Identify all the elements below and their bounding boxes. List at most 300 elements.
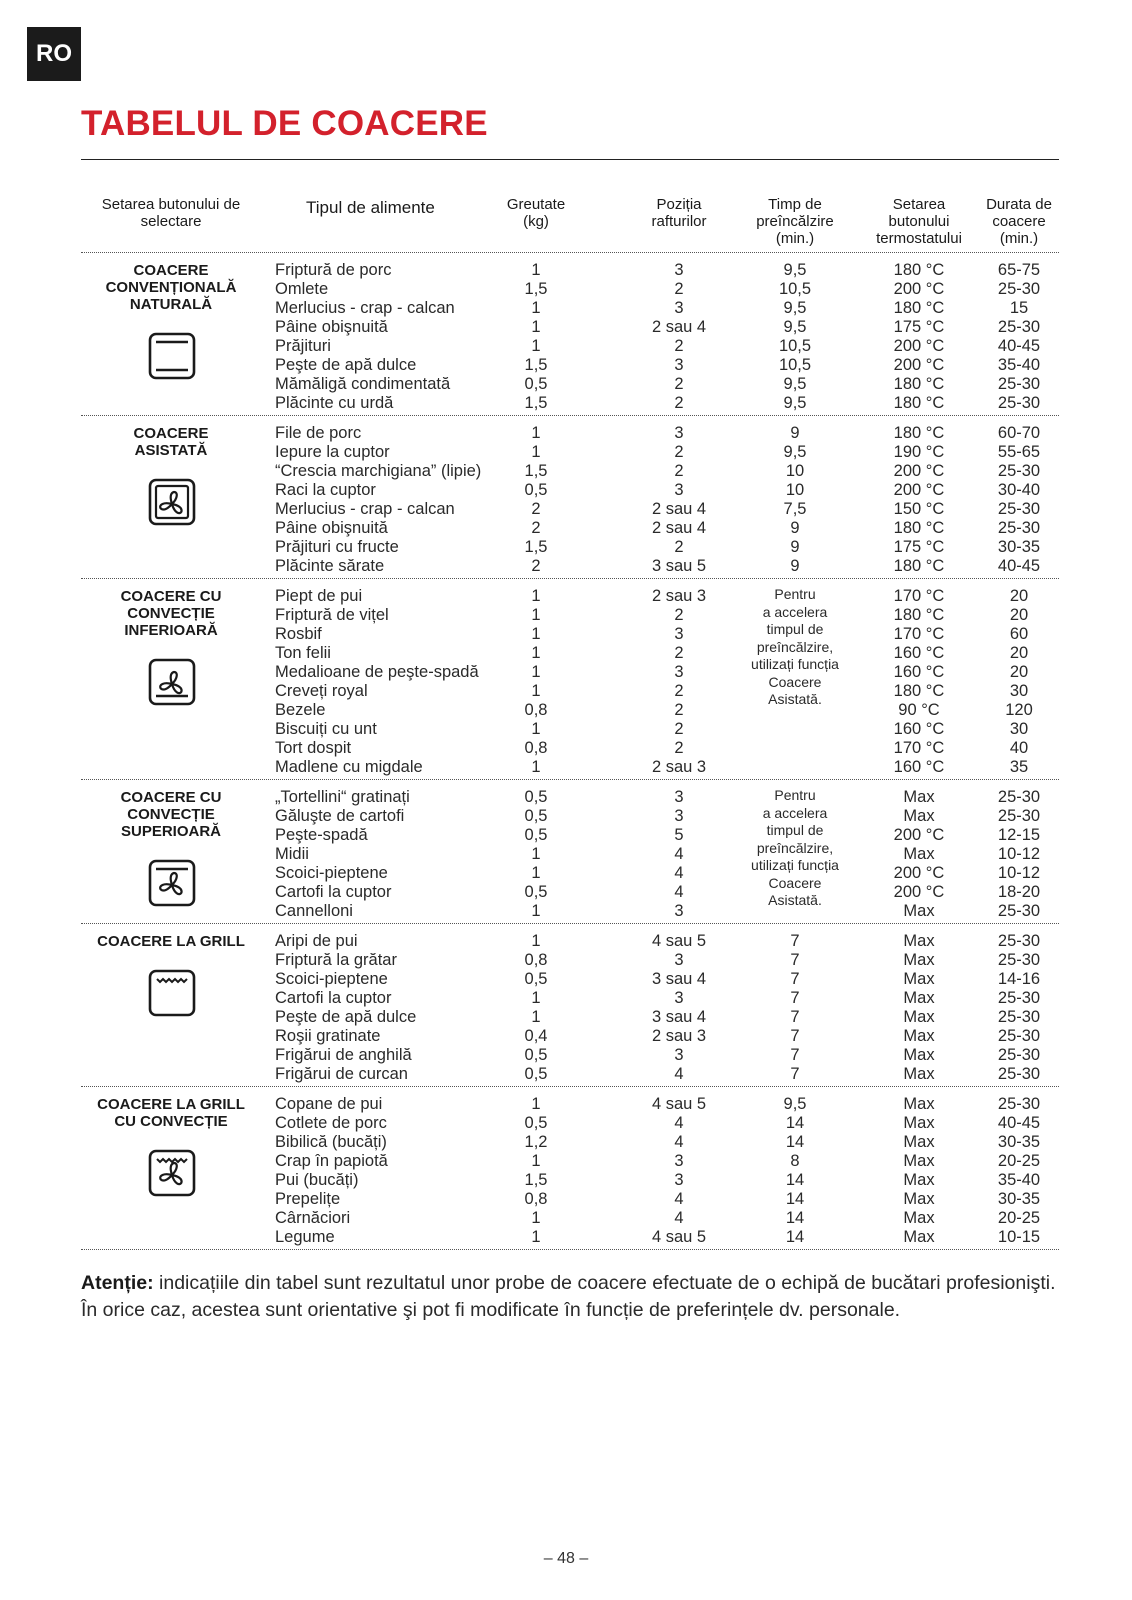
preheat-cell: 9,5 [783, 261, 807, 279]
preheat-cell: 7 [790, 1027, 800, 1045]
table-row [81, 394, 1059, 413]
shelf-cell: 2 [674, 462, 684, 480]
weight-cell: 0,5 [524, 883, 548, 901]
weight-cell: 1 [531, 663, 541, 681]
shelf-cell: 4 sau 5 [651, 932, 707, 950]
preheat-cell: 10,5 [778, 280, 812, 298]
weight-cell: 1 [531, 902, 541, 920]
duration-cell: 15 [1009, 299, 1029, 317]
weight-cell: 0,8 [524, 951, 548, 969]
duration-cell: 10-15 [997, 1228, 1041, 1246]
preheat-cell: 10 [785, 462, 805, 480]
preheat-cell: 7 [790, 932, 800, 950]
preheat-note: Pentru a accelera timpul de preîncălzire, utilizați funcția Coacere Asistată. [751, 586, 839, 707]
shelf-cell: 3 [674, 261, 684, 279]
preheat-cell: 9 [790, 538, 800, 556]
preheat-cell: 9,5 [783, 394, 807, 412]
duration-cell: 65-75 [997, 261, 1041, 279]
shelf-cell: 4 [674, 1190, 684, 1208]
shelf-cell: 2 sau 4 [651, 318, 707, 336]
food-cell: Prepelițe [275, 1190, 341, 1208]
weight-cell: 1 [531, 758, 541, 776]
shelf-cell: 2 [674, 720, 684, 738]
table-row [81, 883, 1059, 902]
table-row [81, 826, 1059, 845]
thermostat-cell: Max [903, 1152, 935, 1170]
table-row [81, 538, 1059, 557]
weight-cell: 0,5 [524, 788, 548, 806]
shelf-cell: 2 sau 4 [651, 500, 707, 518]
table-row [81, 261, 1059, 280]
duration-cell: 12-15 [997, 826, 1041, 844]
table-row [81, 864, 1059, 883]
shelf-cell: 3 [674, 1171, 684, 1189]
weight-cell: 0,5 [524, 826, 548, 844]
table-row [81, 1171, 1059, 1190]
table-row [81, 1209, 1059, 1228]
preheat-cell: 7 [790, 970, 800, 988]
preheat-cell: 9,5 [783, 375, 807, 393]
weight-cell: 1 [531, 318, 541, 336]
thermostat-cell: Max [903, 1114, 935, 1132]
food-cell: Peşte de apă dulce [275, 356, 417, 374]
weight-cell: 1 [531, 720, 541, 738]
food-cell: Cannelloni [275, 902, 353, 920]
table-row [81, 587, 1059, 606]
thermostat-cell: Max [903, 902, 935, 920]
table-row [81, 557, 1059, 576]
title-divider [81, 159, 1059, 160]
weight-cell: 1 [531, 1008, 541, 1026]
food-cell: Friptură la grătar [275, 951, 397, 969]
shelf-cell: 2 sau 3 [651, 1027, 707, 1045]
table-row [81, 788, 1059, 807]
food-cell: Pui (bucăți) [275, 1171, 359, 1189]
thermostat-cell: Max [903, 1171, 935, 1189]
section-1 [81, 416, 1059, 579]
food-cell: Peşte de apă dulce [275, 1008, 417, 1026]
section-label: COACERE ASISTATĂ [133, 425, 209, 459]
table-row [81, 1008, 1059, 1027]
thermostat-cell: Max [903, 807, 935, 825]
duration-cell: 25-30 [997, 394, 1041, 412]
header-setting: Setarea butonului de selectare [101, 196, 241, 230]
thermostat-cell: 200 °C [893, 826, 945, 844]
food-cell: Prăjituri cu fructe [275, 538, 399, 556]
food-cell: Friptură de porc [275, 261, 392, 279]
food-cell: Medalioane de peşte-spadă [275, 663, 479, 681]
preheat-cell: 7 [790, 951, 800, 969]
table-row [81, 1065, 1059, 1084]
duration-cell: 25-30 [997, 989, 1041, 1007]
weight-cell: 1 [531, 625, 541, 643]
thermostat-cell: 200 °C [893, 337, 945, 355]
food-cell: Bibilică (bucăți) [275, 1133, 387, 1151]
shelf-cell: 3 sau 4 [651, 1008, 707, 1026]
thermostat-cell: Max [903, 970, 935, 988]
duration-cell: 10-12 [997, 864, 1041, 882]
preheat-cell: 10,5 [778, 337, 812, 355]
food-cell: Merlucius - crap - calcan [275, 500, 455, 518]
food-cell: “Crescia marchigiana” (lipie) [275, 462, 482, 480]
food-cell: Cartofi la cuptor [275, 883, 392, 901]
table-row [81, 1152, 1059, 1171]
language-badge: RO [27, 27, 81, 81]
table-row [81, 663, 1059, 682]
weight-cell: 0,5 [524, 970, 548, 988]
shelf-cell: 4 [674, 883, 684, 901]
food-cell: File de porc [275, 424, 362, 442]
table-row [81, 280, 1059, 299]
shelf-cell: 2 [674, 538, 684, 556]
thermostat-cell: 150 °C [893, 500, 945, 518]
preheat-cell: 9,5 [783, 318, 807, 336]
section-0 [81, 253, 1059, 416]
food-cell: Pâine obişnuită [275, 519, 388, 537]
weight-cell: 2 [531, 519, 541, 537]
thermostat-cell: 200 °C [893, 356, 945, 374]
weight-cell: 1 [531, 299, 541, 317]
food-cell: Peşte-spadă [275, 826, 368, 844]
thermostat-cell: 170 °C [893, 625, 945, 643]
duration-cell: 40-45 [997, 1114, 1041, 1132]
weight-cell: 1 [531, 864, 541, 882]
table-row [81, 845, 1059, 864]
section-label: COACERE CU CONVECȚIE SUPERIOARĂ [120, 789, 222, 840]
preheat-cell: 9 [790, 519, 800, 537]
food-cell: Copane de pui [275, 1095, 383, 1113]
table-row [81, 644, 1059, 663]
thermostat-cell: Max [903, 1008, 935, 1026]
preheat-cell: 14 [785, 1190, 805, 1208]
weight-cell: 1 [531, 989, 541, 1007]
weight-cell: 0,4 [524, 1027, 548, 1045]
thermostat-cell: Max [903, 1133, 935, 1151]
food-cell: Tort dospit [275, 739, 352, 757]
weight-cell: 1 [531, 443, 541, 461]
preheat-cell: 14 [785, 1228, 805, 1246]
duration-cell: 40 [1009, 739, 1029, 757]
duration-cell: 25-30 [997, 788, 1041, 806]
preheat-cell: 7,5 [783, 500, 807, 518]
weight-cell: 0,5 [524, 807, 548, 825]
duration-cell: 25-30 [997, 1046, 1041, 1064]
food-cell: Omlete [275, 280, 329, 298]
thermostat-cell: Max [903, 1095, 935, 1113]
food-cell: Prăjituri [275, 337, 331, 355]
page-title: TABELUL DE COACERE [81, 104, 488, 143]
duration-cell: 18-20 [997, 883, 1041, 901]
weight-cell: 1 [531, 1095, 541, 1113]
table-row [81, 337, 1059, 356]
food-cell: Piept de pui [275, 587, 363, 605]
food-cell: Mămăligă condimentată [275, 375, 451, 393]
preheat-cell: 8 [790, 1152, 800, 1170]
shelf-cell: 3 [674, 481, 684, 499]
table-row [81, 989, 1059, 1008]
thermostat-cell: 180 °C [893, 519, 945, 537]
shelf-cell: 3 [674, 788, 684, 806]
attention-text: indicațiile din tabel sunt rezultatul unor probe de coacere efectuate de o echipă de bucătari profesionişti. În orice caz, acestea sunt orientative şi pot fi modificate în funcție de preferințele dv. personale. [81, 1272, 1056, 1321]
duration-cell: 10-12 [997, 845, 1041, 863]
table-row [81, 701, 1059, 720]
duration-cell: 25-30 [997, 500, 1041, 518]
duration-cell: 30 [1009, 720, 1029, 738]
shelf-cell: 4 [674, 1114, 684, 1132]
weight-cell: 0,5 [524, 481, 548, 499]
table-row [81, 682, 1059, 701]
page-number: – 48 – [543, 1550, 589, 1567]
thermostat-cell: Max [903, 788, 935, 806]
attention-note [81, 1270, 1071, 1324]
thermostat-cell: Max [903, 951, 935, 969]
shelf-cell: 3 [674, 989, 684, 1007]
thermostat-cell: Max [903, 1046, 935, 1064]
thermostat-cell: 200 °C [893, 462, 945, 480]
weight-cell: 1 [531, 337, 541, 355]
table-header [81, 190, 1059, 253]
food-cell: Cârnăciori [275, 1209, 351, 1227]
duration-cell: 35 [1009, 758, 1029, 776]
thermostat-cell: 180 °C [893, 606, 945, 624]
preheat-cell: 9 [790, 557, 800, 575]
table-row [81, 424, 1059, 443]
table-row [81, 1095, 1059, 1114]
duration-cell: 25-30 [997, 1065, 1041, 1083]
table-row [81, 443, 1059, 462]
thermostat-cell: 180 °C [893, 375, 945, 393]
table-row [81, 1027, 1059, 1046]
shelf-cell: 2 [674, 375, 684, 393]
table-row [81, 519, 1059, 538]
table-row [81, 1046, 1059, 1065]
section-4 [81, 924, 1059, 1087]
shelf-cell: 2 sau 3 [651, 758, 707, 776]
weight-cell: 1,5 [524, 538, 548, 556]
weight-cell: 1,5 [524, 394, 548, 412]
thermostat-cell: 200 °C [893, 883, 945, 901]
shelf-cell: 3 [674, 356, 684, 374]
thermostat-cell: Max [903, 1228, 935, 1246]
duration-cell: 55-65 [997, 443, 1041, 461]
shelf-cell: 3 [674, 663, 684, 681]
table-row [81, 356, 1059, 375]
table-row [81, 1190, 1059, 1209]
thermostat-cell: 180 °C [893, 557, 945, 575]
thermostat-cell: 180 °C [893, 299, 945, 317]
shelf-cell: 3 [674, 807, 684, 825]
weight-cell: 0,5 [524, 1046, 548, 1064]
weight-cell: 0,8 [524, 701, 548, 719]
table-row [81, 807, 1059, 826]
weight-cell: 1,5 [524, 1171, 548, 1189]
duration-cell: 25-30 [997, 1027, 1041, 1045]
duration-cell: 20 [1009, 606, 1029, 624]
duration-cell: 25-30 [997, 807, 1041, 825]
duration-cell: 20 [1009, 587, 1029, 605]
duration-cell: 25-30 [997, 280, 1041, 298]
preheat-cell: 14 [785, 1114, 805, 1132]
table-row [81, 481, 1059, 500]
thermostat-cell: 170 °C [893, 739, 945, 757]
preheat-cell: 14 [785, 1133, 805, 1151]
food-cell: Plăcinte cu urdă [275, 394, 394, 412]
duration-cell: 20-25 [997, 1152, 1041, 1170]
shelf-cell: 2 [674, 644, 684, 662]
shelf-cell: 3 sau 4 [651, 970, 707, 988]
header-shelf: Poziția rafturilor [651, 196, 707, 230]
thermostat-cell: 180 °C [893, 261, 945, 279]
preheat-cell: 9,5 [783, 1095, 807, 1113]
section-3 [81, 780, 1059, 924]
header-thermostat: Setarea butonului termostatului [876, 196, 962, 247]
thermostat-cell: Max [903, 845, 935, 863]
preheat-cell: 10,5 [778, 356, 812, 374]
duration-cell: 14-16 [997, 970, 1041, 988]
preheat-cell: 14 [785, 1209, 805, 1227]
table-row [81, 932, 1059, 951]
shelf-cell: 3 [674, 902, 684, 920]
duration-cell: 25-30 [997, 462, 1041, 480]
section-2 [81, 579, 1059, 780]
food-cell: Raci la cuptor [275, 481, 376, 499]
food-cell: Scoici-pieptene [275, 864, 388, 882]
shelf-cell: 4 sau 5 [651, 1228, 707, 1246]
preheat-cell: 10 [785, 481, 805, 499]
duration-cell: 20-25 [997, 1209, 1041, 1227]
duration-cell: 35-40 [997, 356, 1041, 374]
shelf-cell: 4 [674, 864, 684, 882]
weight-cell: 1 [531, 644, 541, 662]
header-weight: Greutate (kg) [506, 196, 566, 230]
weight-cell: 1,5 [524, 280, 548, 298]
weight-cell: 1,5 [524, 356, 548, 374]
thermostat-cell: Max [903, 1027, 935, 1045]
weight-cell: 1 [531, 1209, 541, 1227]
table-row [81, 462, 1059, 481]
shelf-cell: 3 [674, 625, 684, 643]
thermostat-cell: 160 °C [893, 644, 945, 662]
thermostat-cell: Max [903, 1209, 935, 1227]
shelf-cell: 4 [674, 1133, 684, 1151]
thermostat-cell: Max [903, 1065, 935, 1083]
thermostat-cell: 200 °C [893, 864, 945, 882]
duration-cell: 25-30 [997, 519, 1041, 537]
weight-cell: 2 [531, 557, 541, 575]
thermostat-cell: Max [903, 932, 935, 950]
duration-cell: 30-35 [997, 1133, 1041, 1151]
shelf-cell: 4 sau 5 [651, 1095, 707, 1113]
weight-cell: 1 [531, 932, 541, 950]
weight-cell: 1 [531, 682, 541, 700]
duration-cell: 25-30 [997, 951, 1041, 969]
food-cell: Madlene cu migdale [275, 758, 423, 776]
weight-cell: 0,5 [524, 1114, 548, 1132]
weight-cell: 2 [531, 500, 541, 518]
duration-cell: 25-30 [997, 1095, 1041, 1113]
header-preheat: Timp de preîncălzire (min.) [756, 196, 834, 247]
duration-cell: 20 [1009, 644, 1029, 662]
thermostat-cell: Max [903, 1190, 935, 1208]
duration-cell: 60 [1009, 625, 1029, 643]
preheat-cell: 7 [790, 989, 800, 1007]
table-row [81, 951, 1059, 970]
duration-cell: 25-30 [997, 375, 1041, 393]
food-cell: Găluşte de cartofi [275, 807, 405, 825]
table-row [81, 902, 1059, 921]
thermostat-cell: 160 °C [893, 758, 945, 776]
section-label: COACERE CU CONVECȚIE INFERIOARĂ [120, 588, 222, 639]
food-cell: „Tortellini“ gratinați [275, 788, 410, 806]
food-cell: Legume [275, 1228, 335, 1246]
duration-cell: 30-35 [997, 538, 1041, 556]
preheat-cell: 9 [790, 424, 800, 442]
thermostat-cell: 180 °C [893, 682, 945, 700]
thermostat-cell: 180 °C [893, 424, 945, 442]
thermostat-cell: Max [903, 989, 935, 1007]
duration-cell: 40-45 [997, 337, 1041, 355]
section-5 [81, 1087, 1059, 1250]
food-cell: Merlucius - crap - calcan [275, 299, 455, 317]
table-row [81, 375, 1059, 394]
table-row [81, 318, 1059, 337]
food-cell: Biscuiți cu unt [275, 720, 377, 738]
shelf-cell: 2 [674, 394, 684, 412]
duration-cell: 40-45 [997, 557, 1041, 575]
food-cell: Aripi de pui [275, 932, 358, 950]
shelf-cell: 2 [674, 739, 684, 757]
section-label: COACERE CONVENȚIONALĂ NATURALĂ [105, 262, 237, 313]
food-cell: Ton felii [275, 644, 331, 662]
thermostat-cell: 175 °C [893, 538, 945, 556]
weight-cell: 0,5 [524, 375, 548, 393]
shelf-cell: 3 [674, 951, 684, 969]
table-row [81, 500, 1059, 519]
thermostat-cell: 200 °C [893, 481, 945, 499]
thermostat-cell: 190 °C [893, 443, 945, 461]
shelf-cell: 2 [674, 443, 684, 461]
thermostat-cell: 170 °C [893, 587, 945, 605]
duration-cell: 35-40 [997, 1171, 1041, 1189]
duration-cell: 60-70 [997, 424, 1041, 442]
thermostat-cell: 200 °C [893, 280, 945, 298]
weight-cell: 0,5 [524, 1065, 548, 1083]
shelf-cell: 2 [674, 337, 684, 355]
duration-cell: 25-30 [997, 1008, 1041, 1026]
thermostat-cell: 160 °C [893, 663, 945, 681]
weight-cell: 1 [531, 424, 541, 442]
duration-cell: 25-30 [997, 902, 1041, 920]
duration-cell: 25-30 [997, 932, 1041, 950]
shelf-cell: 2 sau 3 [651, 587, 707, 605]
food-cell: Creveți royal [275, 682, 368, 700]
preheat-cell: 7 [790, 1046, 800, 1064]
table-row [81, 606, 1059, 625]
food-cell: Bezele [275, 701, 326, 719]
food-cell: Friptură de vițel [275, 606, 389, 624]
table-row [81, 720, 1059, 739]
shelf-cell: 3 [674, 1046, 684, 1064]
table-row [81, 1114, 1059, 1133]
weight-cell: 1 [531, 845, 541, 863]
table-row [81, 970, 1059, 989]
weight-cell: 1 [531, 587, 541, 605]
food-cell: Cotlete de porc [275, 1114, 387, 1132]
food-cell: Frigărui de curcan [275, 1065, 408, 1083]
duration-cell: 30-40 [997, 481, 1041, 499]
weight-cell: 1 [531, 606, 541, 624]
preheat-cell: 9,5 [783, 299, 807, 317]
